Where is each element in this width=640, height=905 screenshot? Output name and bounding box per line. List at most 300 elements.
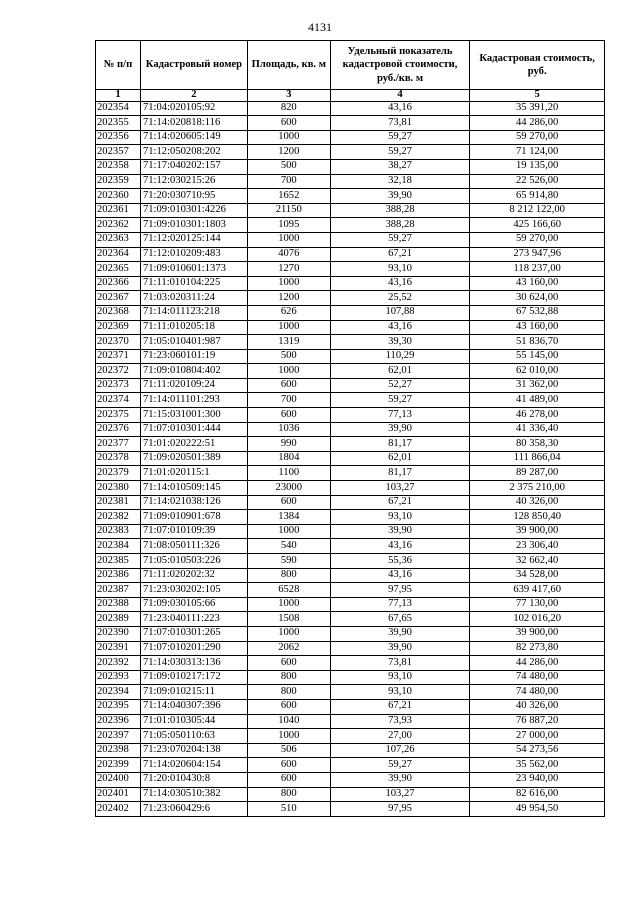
table-row (96, 349, 605, 364)
table-row (96, 276, 605, 291)
area-cell: 1319 (247, 335, 330, 350)
cadastral-value-cell: 2 375 210,00 (470, 481, 605, 496)
cadastral-value-cell: 30 624,00 (470, 291, 605, 306)
row-number-cell: 202359 (96, 174, 141, 189)
cadastral-value-cell: 41 336,40 (470, 422, 605, 437)
unit-value-cell: 107,26 (330, 743, 470, 758)
cadastral-number-cell: 71:01:020115:1 (140, 466, 247, 481)
unit-value-cell: 67,21 (330, 247, 470, 262)
area-cell: 1095 (247, 218, 330, 233)
cadastral-value-cell: 22 526,00 (470, 174, 605, 189)
table-row (96, 481, 605, 496)
area-cell: 1652 (247, 189, 330, 204)
unit-value-cell: 43,16 (330, 568, 470, 583)
row-number-cell: 202385 (96, 554, 141, 569)
cadastral-number-cell: 71:05:010401:987 (140, 335, 247, 350)
cadastral-number-cell: 71:09:030105:66 (140, 597, 247, 612)
column-number: 3 (247, 90, 330, 102)
area-cell: 23000 (247, 481, 330, 496)
cadastral-number-cell: 71:01:020222:51 (140, 437, 247, 452)
area-cell: 510 (247, 802, 330, 817)
table-row (96, 335, 605, 350)
area-cell: 1200 (247, 291, 330, 306)
row-number-cell: 202397 (96, 729, 141, 744)
area-cell: 1000 (247, 524, 330, 539)
row-number-cell: 202358 (96, 159, 141, 174)
cadastral-number-cell: 71:23:060101:19 (140, 349, 247, 364)
area-cell: 600 (247, 772, 330, 787)
cadastral-number-cell: 71:09:010601:1373 (140, 262, 247, 277)
cadastral-value-cell: 80 358,30 (470, 437, 605, 452)
unit-value-cell: 32,18 (330, 174, 470, 189)
cadastral-number-cell: 71:12:010209:483 (140, 247, 247, 262)
table-row (96, 656, 605, 671)
unit-value-cell: 67,65 (330, 612, 470, 627)
cadastral-value-cell: 41 489,00 (470, 393, 605, 408)
cadastral-value-cell: 43 160,00 (470, 320, 605, 335)
area-cell: 1000 (247, 276, 330, 291)
unit-value-cell: 43,16 (330, 539, 470, 554)
table-row (96, 174, 605, 189)
unit-value-cell: 59,27 (330, 393, 470, 408)
cadastral-value-cell: 62 010,00 (470, 364, 605, 379)
table-row (96, 758, 605, 773)
table-row (96, 597, 605, 612)
row-number-cell: 202375 (96, 408, 141, 423)
cadastral-number-cell: 71:05:050110:63 (140, 729, 247, 744)
cadastral-number-cell: 71:17:040202:157 (140, 159, 247, 174)
cadastral-number-cell: 71:14:020604:154 (140, 758, 247, 773)
cadastral-number-cell: 71:09:010301:1803 (140, 218, 247, 233)
unit-value-cell: 93,10 (330, 510, 470, 525)
table-row (96, 247, 605, 262)
area-cell: 1000 (247, 130, 330, 145)
unit-value-cell: 39,90 (330, 626, 470, 641)
cadastral-number-cell: 71:14:021038:126 (140, 495, 247, 510)
unit-value-cell: 25,52 (330, 291, 470, 306)
table-row (96, 699, 605, 714)
unit-value-cell: 77,13 (330, 408, 470, 423)
unit-value-cell: 77,13 (330, 597, 470, 612)
area-cell: 1000 (247, 597, 330, 612)
area-cell: 500 (247, 349, 330, 364)
unit-value-cell: 93,10 (330, 670, 470, 685)
area-cell: 1036 (247, 422, 330, 437)
table-row (96, 130, 605, 145)
cadastral-value-cell: 19 135,00 (470, 159, 605, 174)
unit-value-cell: 59,27 (330, 145, 470, 160)
cadastral-value-cell: 76 887,20 (470, 714, 605, 729)
row-number-cell: 202355 (96, 116, 141, 131)
cadastral-value-cell: 425 166,60 (470, 218, 605, 233)
area-cell: 1804 (247, 451, 330, 466)
unit-value-cell: 62,01 (330, 364, 470, 379)
cadastral-value-cell: 35 391,20 (470, 101, 605, 116)
cadastral-number-cell: 71:09:010301:4226 (140, 203, 247, 218)
cadastral-value-cell: 44 286,00 (470, 116, 605, 131)
row-number-cell: 202354 (96, 101, 141, 116)
table-row (96, 495, 605, 510)
header-unit-value: Удельный показатель кадастровой стоимости, руб./кв. м (330, 41, 470, 90)
table-row (96, 772, 605, 787)
row-number-cell: 202369 (96, 320, 141, 335)
unit-value-cell: 39,90 (330, 422, 470, 437)
unit-value-cell: 39,90 (330, 772, 470, 787)
cadastral-value-cell: 51 836,70 (470, 335, 605, 350)
cadastral-number-cell: 71:14:011123:218 (140, 305, 247, 320)
cadastral-value-cell: 49 954,50 (470, 802, 605, 817)
cadastral-value-cell: 65 914,80 (470, 189, 605, 204)
cadastral-value-cell: 59 270,00 (470, 130, 605, 145)
area-cell: 500 (247, 159, 330, 174)
table-row (96, 320, 605, 335)
row-number-cell: 202387 (96, 583, 141, 598)
row-number-cell: 202361 (96, 203, 141, 218)
row-number-cell: 202378 (96, 451, 141, 466)
cadastral-value-cell: 43 160,00 (470, 276, 605, 291)
cadastral-value-cell: 27 000,00 (470, 729, 605, 744)
unit-value-cell: 62,01 (330, 451, 470, 466)
cadastral-number-cell: 71:09:020501:389 (140, 451, 247, 466)
area-cell: 1000 (247, 232, 330, 247)
cadastral-value-cell: 118 237,00 (470, 262, 605, 277)
table-row (96, 408, 605, 423)
table-row (96, 787, 605, 802)
row-number-cell: 202379 (96, 466, 141, 481)
cadastral-number-cell: 71:20:030710:95 (140, 189, 247, 204)
cadastral-table (95, 40, 605, 817)
table-row (96, 524, 605, 539)
row-number-cell: 202383 (96, 524, 141, 539)
area-cell: 626 (247, 305, 330, 320)
cadastral-number-cell: 71:11:020109:24 (140, 378, 247, 393)
cadastral-value-cell: 74 480,00 (470, 670, 605, 685)
cadastral-value-cell: 39 900,00 (470, 626, 605, 641)
area-cell: 506 (247, 743, 330, 758)
row-number-cell: 202363 (96, 232, 141, 247)
cadastral-value-cell: 639 417,60 (470, 583, 605, 598)
area-cell: 800 (247, 685, 330, 700)
row-number-cell: 202384 (96, 539, 141, 554)
table-row (96, 641, 605, 656)
area-cell: 700 (247, 174, 330, 189)
area-cell: 590 (247, 554, 330, 569)
unit-value-cell: 107,88 (330, 305, 470, 320)
cadastral-value-cell: 128 850,40 (470, 510, 605, 525)
unit-value-cell: 73,81 (330, 116, 470, 131)
row-number-cell: 202402 (96, 802, 141, 817)
cadastral-value-cell: 67 532,88 (470, 305, 605, 320)
cadastral-number-cell: 71:08:050111:326 (140, 539, 247, 554)
unit-value-cell: 38,27 (330, 159, 470, 174)
cadastral-number-cell: 71:07:010201:290 (140, 641, 247, 656)
table-row (96, 510, 605, 525)
row-number-cell: 202396 (96, 714, 141, 729)
area-cell: 600 (247, 495, 330, 510)
cadastral-number-cell: 71:07:010301:265 (140, 626, 247, 641)
column-number: 4 (330, 90, 470, 102)
header-area: Площадь, кв. м (247, 41, 330, 90)
cadastral-number-cell: 71:20:010430:8 (140, 772, 247, 787)
row-number-cell: 202370 (96, 335, 141, 350)
row-number-cell: 202374 (96, 393, 141, 408)
table-row (96, 714, 605, 729)
row-number-cell: 202360 (96, 189, 141, 204)
cadastral-value-cell: 39 900,00 (470, 524, 605, 539)
cadastral-number-cell: 71:12:030215:26 (140, 174, 247, 189)
unit-value-cell: 388,28 (330, 218, 470, 233)
row-number-cell: 202367 (96, 291, 141, 306)
row-number-cell: 202380 (96, 481, 141, 496)
cadastral-number-cell: 71:23:040111:223 (140, 612, 247, 627)
row-number-cell: 202399 (96, 758, 141, 773)
area-cell: 540 (247, 539, 330, 554)
cadastral-number-cell: 71:01:010305:44 (140, 714, 247, 729)
row-number-cell: 202395 (96, 699, 141, 714)
area-cell: 600 (247, 116, 330, 131)
table-row (96, 232, 605, 247)
cadastral-value-cell: 55 145,00 (470, 349, 605, 364)
area-cell: 1000 (247, 364, 330, 379)
cadastral-value-cell: 34 528,00 (470, 568, 605, 583)
cadastral-value-cell: 102 016,20 (470, 612, 605, 627)
unit-value-cell: 73,81 (330, 656, 470, 671)
table-row (96, 393, 605, 408)
row-number-cell: 202368 (96, 305, 141, 320)
table-row (96, 218, 605, 233)
table-row (96, 116, 605, 131)
row-number-cell: 202373 (96, 378, 141, 393)
row-number-cell: 202392 (96, 656, 141, 671)
row-number-cell: 202364 (96, 247, 141, 262)
unit-value-cell: 103,27 (330, 481, 470, 496)
header-cadastral-value: Кадастровая стоимость, руб. (470, 41, 605, 90)
table-row (96, 378, 605, 393)
cadastral-value-cell: 111 866,04 (470, 451, 605, 466)
table-row (96, 189, 605, 204)
table-row (96, 145, 605, 160)
row-number-cell: 202398 (96, 743, 141, 758)
unit-value-cell: 73,93 (330, 714, 470, 729)
table-row (96, 554, 605, 569)
table-row (96, 466, 605, 481)
cadastral-number-cell: 71:12:050208:202 (140, 145, 247, 160)
unit-value-cell: 388,28 (330, 203, 470, 218)
cadastral-value-cell: 77 130,00 (470, 597, 605, 612)
table-body (96, 101, 605, 816)
cadastral-number-cell: 71:14:030510:382 (140, 787, 247, 802)
cadastral-number-cell: 71:14:040307:396 (140, 699, 247, 714)
area-cell: 21150 (247, 203, 330, 218)
cadastral-number-cell: 71:03:020311:24 (140, 291, 247, 306)
table-row (96, 626, 605, 641)
area-cell: 600 (247, 758, 330, 773)
table-row (96, 670, 605, 685)
row-number-cell: 202356 (96, 130, 141, 145)
row-number-cell: 202394 (96, 685, 141, 700)
area-cell: 1100 (247, 466, 330, 481)
cadastral-number-cell: 71:14:011101:293 (140, 393, 247, 408)
table-row (96, 612, 605, 627)
cadastral-number-cell: 71:11:010205:18 (140, 320, 247, 335)
row-number-cell: 202381 (96, 495, 141, 510)
table-header-row (96, 41, 605, 90)
unit-value-cell: 43,16 (330, 320, 470, 335)
table-row (96, 203, 605, 218)
table-row (96, 364, 605, 379)
unit-value-cell: 27,00 (330, 729, 470, 744)
cadastral-number-cell: 71:09:010901:678 (140, 510, 247, 525)
header-row-number: № п/п (96, 41, 141, 90)
area-cell: 800 (247, 670, 330, 685)
row-number-cell: 202391 (96, 641, 141, 656)
cadastral-value-cell: 23 306,40 (470, 539, 605, 554)
unit-value-cell: 81,17 (330, 437, 470, 452)
table-row (96, 422, 605, 437)
unit-value-cell: 97,95 (330, 583, 470, 598)
area-cell: 800 (247, 568, 330, 583)
row-number-cell: 202386 (96, 568, 141, 583)
area-cell: 2062 (247, 641, 330, 656)
cadastral-number-cell: 71:04:020105:92 (140, 101, 247, 116)
area-cell: 600 (247, 656, 330, 671)
cadastral-value-cell: 59 270,00 (470, 232, 605, 247)
cadastral-number-cell: 71:23:030202:105 (140, 583, 247, 598)
cadastral-value-cell: 82 616,00 (470, 787, 605, 802)
unit-value-cell: 43,16 (330, 276, 470, 291)
cadastral-value-cell: 54 273,56 (470, 743, 605, 758)
cadastral-value-cell: 32 662,40 (470, 554, 605, 569)
table-row (96, 305, 605, 320)
cadastral-number-cell: 71:09:010804:402 (140, 364, 247, 379)
unit-value-cell: 97,95 (330, 802, 470, 817)
row-number-cell: 202393 (96, 670, 141, 685)
area-cell: 1000 (247, 626, 330, 641)
area-cell: 1508 (247, 612, 330, 627)
cadastral-value-cell: 46 278,00 (470, 408, 605, 423)
unit-value-cell: 110,29 (330, 349, 470, 364)
unit-value-cell: 43,16 (330, 101, 470, 116)
unit-value-cell: 59,27 (330, 758, 470, 773)
area-cell: 600 (247, 378, 330, 393)
row-number-cell: 202389 (96, 612, 141, 627)
cadastral-number-cell: 71:15:031001:300 (140, 408, 247, 423)
area-cell: 990 (247, 437, 330, 452)
table-row (96, 568, 605, 583)
area-cell: 600 (247, 408, 330, 423)
column-number: 5 (470, 90, 605, 102)
table-row (96, 101, 605, 116)
area-cell: 800 (247, 787, 330, 802)
column-number-row (96, 90, 605, 102)
table-row (96, 802, 605, 817)
cadastral-value-cell: 273 947,96 (470, 247, 605, 262)
cadastral-number-cell: 71:23:070204:138 (140, 743, 247, 758)
unit-value-cell: 67,21 (330, 495, 470, 510)
row-number-cell: 202400 (96, 772, 141, 787)
area-cell: 820 (247, 101, 330, 116)
table-row (96, 583, 605, 598)
table-row (96, 685, 605, 700)
cadastral-value-cell: 31 362,00 (470, 378, 605, 393)
row-number-cell: 202390 (96, 626, 141, 641)
area-cell: 600 (247, 699, 330, 714)
table-row (96, 159, 605, 174)
area-cell: 1000 (247, 320, 330, 335)
cadastral-number-cell: 71:23:060429:6 (140, 802, 247, 817)
cadastral-number-cell: 71:14:020818:116 (140, 116, 247, 131)
column-number: 1 (96, 90, 141, 102)
cadastral-number-cell: 71:14:020605:149 (140, 130, 247, 145)
cadastral-number-cell: 71:14:010509:145 (140, 481, 247, 496)
area-cell: 6528 (247, 583, 330, 598)
cadastral-value-cell: 8 212 122,00 (470, 203, 605, 218)
table-row (96, 291, 605, 306)
unit-value-cell: 103,27 (330, 787, 470, 802)
row-number-cell: 202362 (96, 218, 141, 233)
cadastral-number-cell: 71:07:010109:39 (140, 524, 247, 539)
row-number-cell: 202366 (96, 276, 141, 291)
cadastral-value-cell: 23 940,00 (470, 772, 605, 787)
unit-value-cell: 59,27 (330, 232, 470, 247)
row-number-cell: 202382 (96, 510, 141, 525)
unit-value-cell: 59,27 (330, 130, 470, 145)
row-number-cell: 202376 (96, 422, 141, 437)
cadastral-value-cell: 82 273,80 (470, 641, 605, 656)
unit-value-cell: 93,10 (330, 685, 470, 700)
row-number-cell: 202357 (96, 145, 141, 160)
cadastral-number-cell: 71:09:010215:11 (140, 685, 247, 700)
cadastral-number-cell: 71:12:020125:144 (140, 232, 247, 247)
unit-value-cell: 39,30 (330, 335, 470, 350)
table-row (96, 743, 605, 758)
row-number-cell: 202401 (96, 787, 141, 802)
unit-value-cell: 39,90 (330, 641, 470, 656)
row-number-cell: 202388 (96, 597, 141, 612)
page-number: 4131 (308, 20, 332, 34)
table-row (96, 262, 605, 277)
unit-value-cell: 81,17 (330, 466, 470, 481)
cadastral-value-cell: 44 286,00 (470, 656, 605, 671)
row-number-cell: 202371 (96, 349, 141, 364)
area-cell: 1040 (247, 714, 330, 729)
table-row (96, 437, 605, 452)
row-number-cell: 202372 (96, 364, 141, 379)
area-cell: 700 (247, 393, 330, 408)
unit-value-cell: 67,21 (330, 699, 470, 714)
cadastral-number-cell: 71:07:010301:444 (140, 422, 247, 437)
cadastral-number-cell: 71:11:020202:32 (140, 568, 247, 583)
cadastral-number-cell: 71:09:010217:172 (140, 670, 247, 685)
table-row (96, 539, 605, 554)
cadastral-number-cell: 71:14:030313:136 (140, 656, 247, 671)
row-number-cell: 202365 (96, 262, 141, 277)
unit-value-cell: 93,10 (330, 262, 470, 277)
unit-value-cell: 39,90 (330, 189, 470, 204)
unit-value-cell: 39,90 (330, 524, 470, 539)
cadastral-number-cell: 71:11:010104:225 (140, 276, 247, 291)
header-cadastral-number: Кадастровый номер (140, 41, 247, 90)
cadastral-value-cell: 74 480,00 (470, 685, 605, 700)
cadastral-value-cell: 40 326,00 (470, 699, 605, 714)
area-cell: 1000 (247, 729, 330, 744)
row-number-cell: 202377 (96, 437, 141, 452)
cadastral-value-cell: 89 287,00 (470, 466, 605, 481)
cadastral-value-cell: 35 562,00 (470, 758, 605, 773)
area-cell: 1270 (247, 262, 330, 277)
table-row (96, 729, 605, 744)
area-cell: 4076 (247, 247, 330, 262)
